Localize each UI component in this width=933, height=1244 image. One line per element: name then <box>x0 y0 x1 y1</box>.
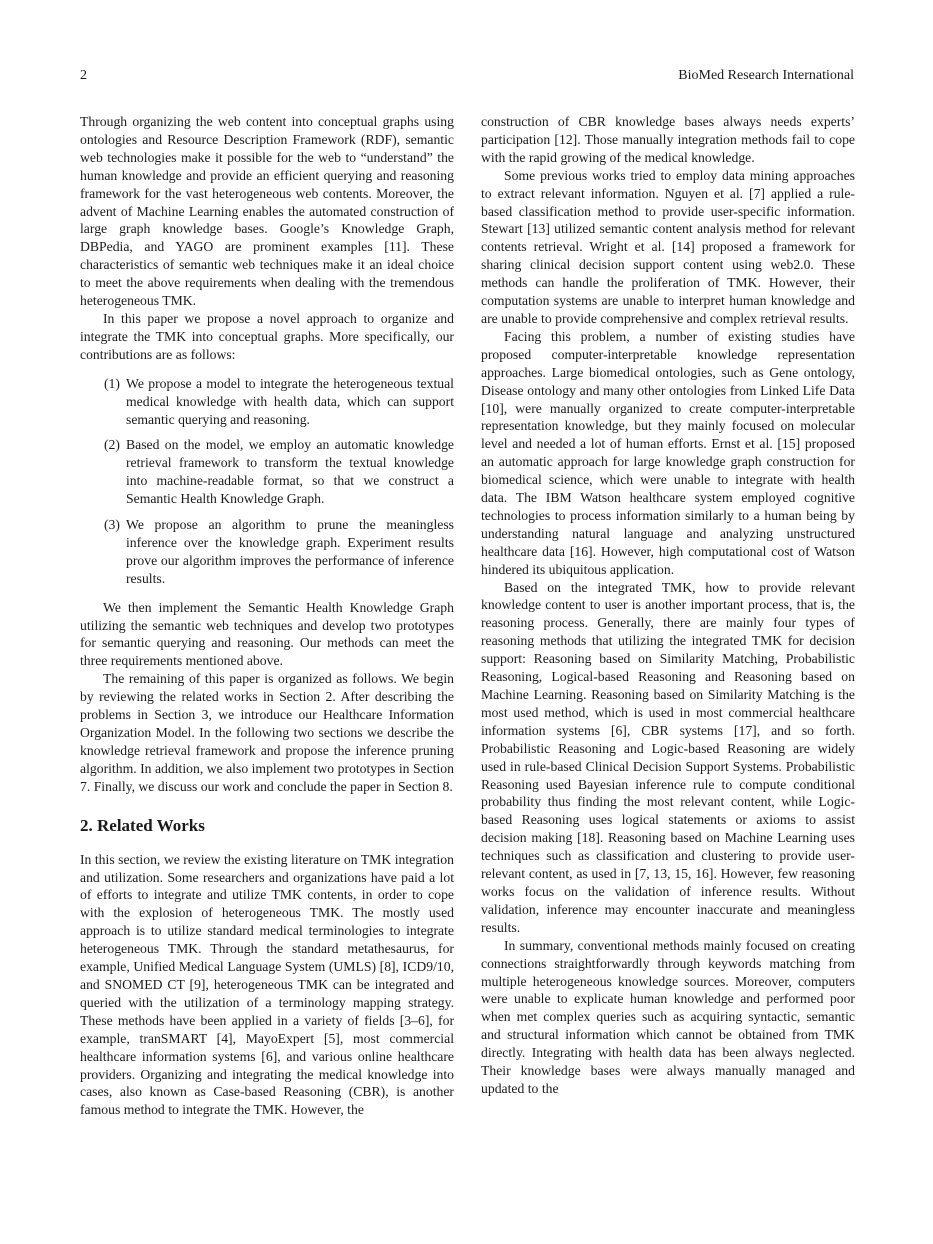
list-item <box>80 516 454 588</box>
list-item <box>80 375 454 429</box>
list-item-number: (2) <box>104 437 120 453</box>
contributions-list <box>80 375 454 588</box>
list-item-number: (3) <box>104 517 120 533</box>
journal-title: BioMed Research International <box>678 68 854 83</box>
section-heading: 2. Related Works <box>80 815 205 835</box>
mining-paragraph: Some previous works tried to employ data mining approaches to extract relevant information. Nguyen et al. [7] applied a rule-based classification method to provide user-specific information. Stewart [13] utilized semantic content analysis method for relevant contents retrieval. Wright et al. [14] proposed a framework for sharing clinical decision support content using web2.0. These methods can handle the proliferation of TMK. However, their computation systems are unable to interpret human knowledge and are unable to provide comprehensive and complex retrieval results. <box>481 167 855 326</box>
list-item-text: Based on the model, we employ an automatic knowledge retrieval framework to transform the textual knowledge into machine-readable format, so that we construct a Semantic Health Knowledge Graph. <box>126 437 454 507</box>
page-header <box>80 66 854 86</box>
organization-paragraph: The remaining of this paper is organized as follows. We begin by reviewing the related works in Section 2. After describing the problems in Section 3, we introduce our Healthcare Information Organization Model. In the following two sections we describe the knowledge retrieval framework and propose the inference pruning algorithm. In addition, we also implement two prototypes in Section 7. Finally, we discuss our work and conclude the paper in Section 8. <box>80 671 454 794</box>
list-item-text: We propose an algorithm to prune the meaningless inference over the knowledge graph. Experiment results prove our algorithm improves the performance of inference results. <box>126 517 454 586</box>
left-column <box>80 113 454 1119</box>
implement-paragraph: We then implement the Semantic Health Knowledge Graph utilizing the semantic web techniques and develop two prototypes for semantic querying and reasoning. Our methods can meet the three requirements mentioned above. <box>80 599 454 669</box>
facing-paragraph: Facing this problem, a number of existing studies have proposed computer-interpretable knowledge representation approaches. Large biomedical ontologies, such as Gene ontology, Disease ontology and many other ontologies from Linked Life Data [10], were manually organized to create computer-interpretable representation knowledge, but they mainly focused on molecular level and needed a lot of human efforts. Ernst et al. [15] proposed an automatic approach for large knowledge graph construction for biomedical science, which were unable to integrate with health data. The IBM Watson healthcare system employed cognitive technologies to process information similarly to a human being by understanding natural language and analyzing unstructured healthcare data [16]. However, high computational cost of Watson hindered its ubiquitous application. <box>481 328 855 577</box>
right-column <box>481 113 855 1098</box>
related-works-paragraph: In this section, we review the existing literature on TMK integration and utilization. Some researchers and organizations have paid a lot of efforts to integrate and utilize TMK contents, in order to cope with the explosion of heterogeneous TMK. The mostly used approach is to utilize standard medical terminologies to integrate heterogeneous TMK. Through the standard metathesaurus, for example, Unified Medical Language System (UMLS) [8], ICD9/10, and SNOMED CT [9], heterogeneous TMK can be integrated and queried with the utilization of a terminology mapping strategy. These methods have been applied in a variety of fields [3–6], for example, tranSMART [4], MayoExpert [5], most commercial healthcare information systems [6], and various online healthcare providers. Organizing and integrating the medical knowledge into cases, also known as Case-based Reasoning (CBR), is another famous method to integrate the TMK. However, the <box>80 851 454 1118</box>
summary-paragraph: In summary, conventional methods mainly focused on creating connections straightforwardly through keywords matching from multiple heterogeneous knowledge sources. Moreover, computers were unable to explicate human knowledge and performed poor when met complex queries such as acquiring syntactic, semantic and structural information which cannot be obtained from TMK directly. Integrating with health data has been always neglected. Their knowledge bases were always manually managed and updated to the <box>481 937 855 1096</box>
continuation-paragraph: construction of CBR knowledge bases always needs experts’ participation [12]. Those manually integration methods fail to cope with the rapid growing of the medical knowledge. <box>481 114 855 165</box>
intro-paragraph: Through organizing the web content into conceptual graphs using ontologies and Resource Description Framework (RDF), semantic web technologies make it possible for the web to “understand” the human knowledge and provide an efficient querying and reasoning framework for the vast heterogeneous web contents. Moreover, the advent of Machine Learning enables the automated construction of large graph knowledge bases. Google’s Knowledge Graph, DBPedia, and YAGO are prominent examples [11]. These characteristics of semantic web techniques make it an ideal choice to meet the above requirements when dealing with the tremendous heterogeneous TMK. <box>80 114 454 309</box>
page-number: 2 <box>80 68 87 83</box>
reasoning-paragraph: Based on the integrated TMK, how to provide relevant knowledge content to user is another important process, that is, the reasoning process. Generally, there are mainly four types of reasoning methods that utilizing the integrated TMK for decision support: Reasoning based on Similarity Matching, Probabilistic Reasoning, Logical-based Reasoning and Reasoning based on Machine Learning. Reasoning based on Similarity Matching is the most used method, which is used in most commercial healthcare information systems [6], CBR systems [17], and so forth. Probabilistic Reasoning and Logic-based Reasoning are widely used in rule-based Clinical Decision Support Systems. Probabilistic Reasoning used Bayesian inference rule to compute conditional probability thus finding the most relevant content, while Logic-based Reasoning uses logical statements or axioms to assist decision making [18]. Reasoning based on Machine Learning uses techniques such as classification and clustering to provide user-relevant content, as used in [7, 13, 15, 16]. However, few reasoning works focus on the validation of inference results. Without validation, inference may encounter inaccurate and meaningless results. <box>481 579 855 935</box>
list-item-text: We propose a model to integrate the heterogeneous textual medical knowledge with health data, which can support semantic querying and reasoning. <box>126 375 454 427</box>
list-item <box>80 436 454 508</box>
proposal-paragraph: In this paper we propose a novel approach to organize and integrate the TMK into conceptual graphs. More specifically, our contributions are as follows: <box>80 310 454 362</box>
list-item-number: (1) <box>104 375 120 391</box>
